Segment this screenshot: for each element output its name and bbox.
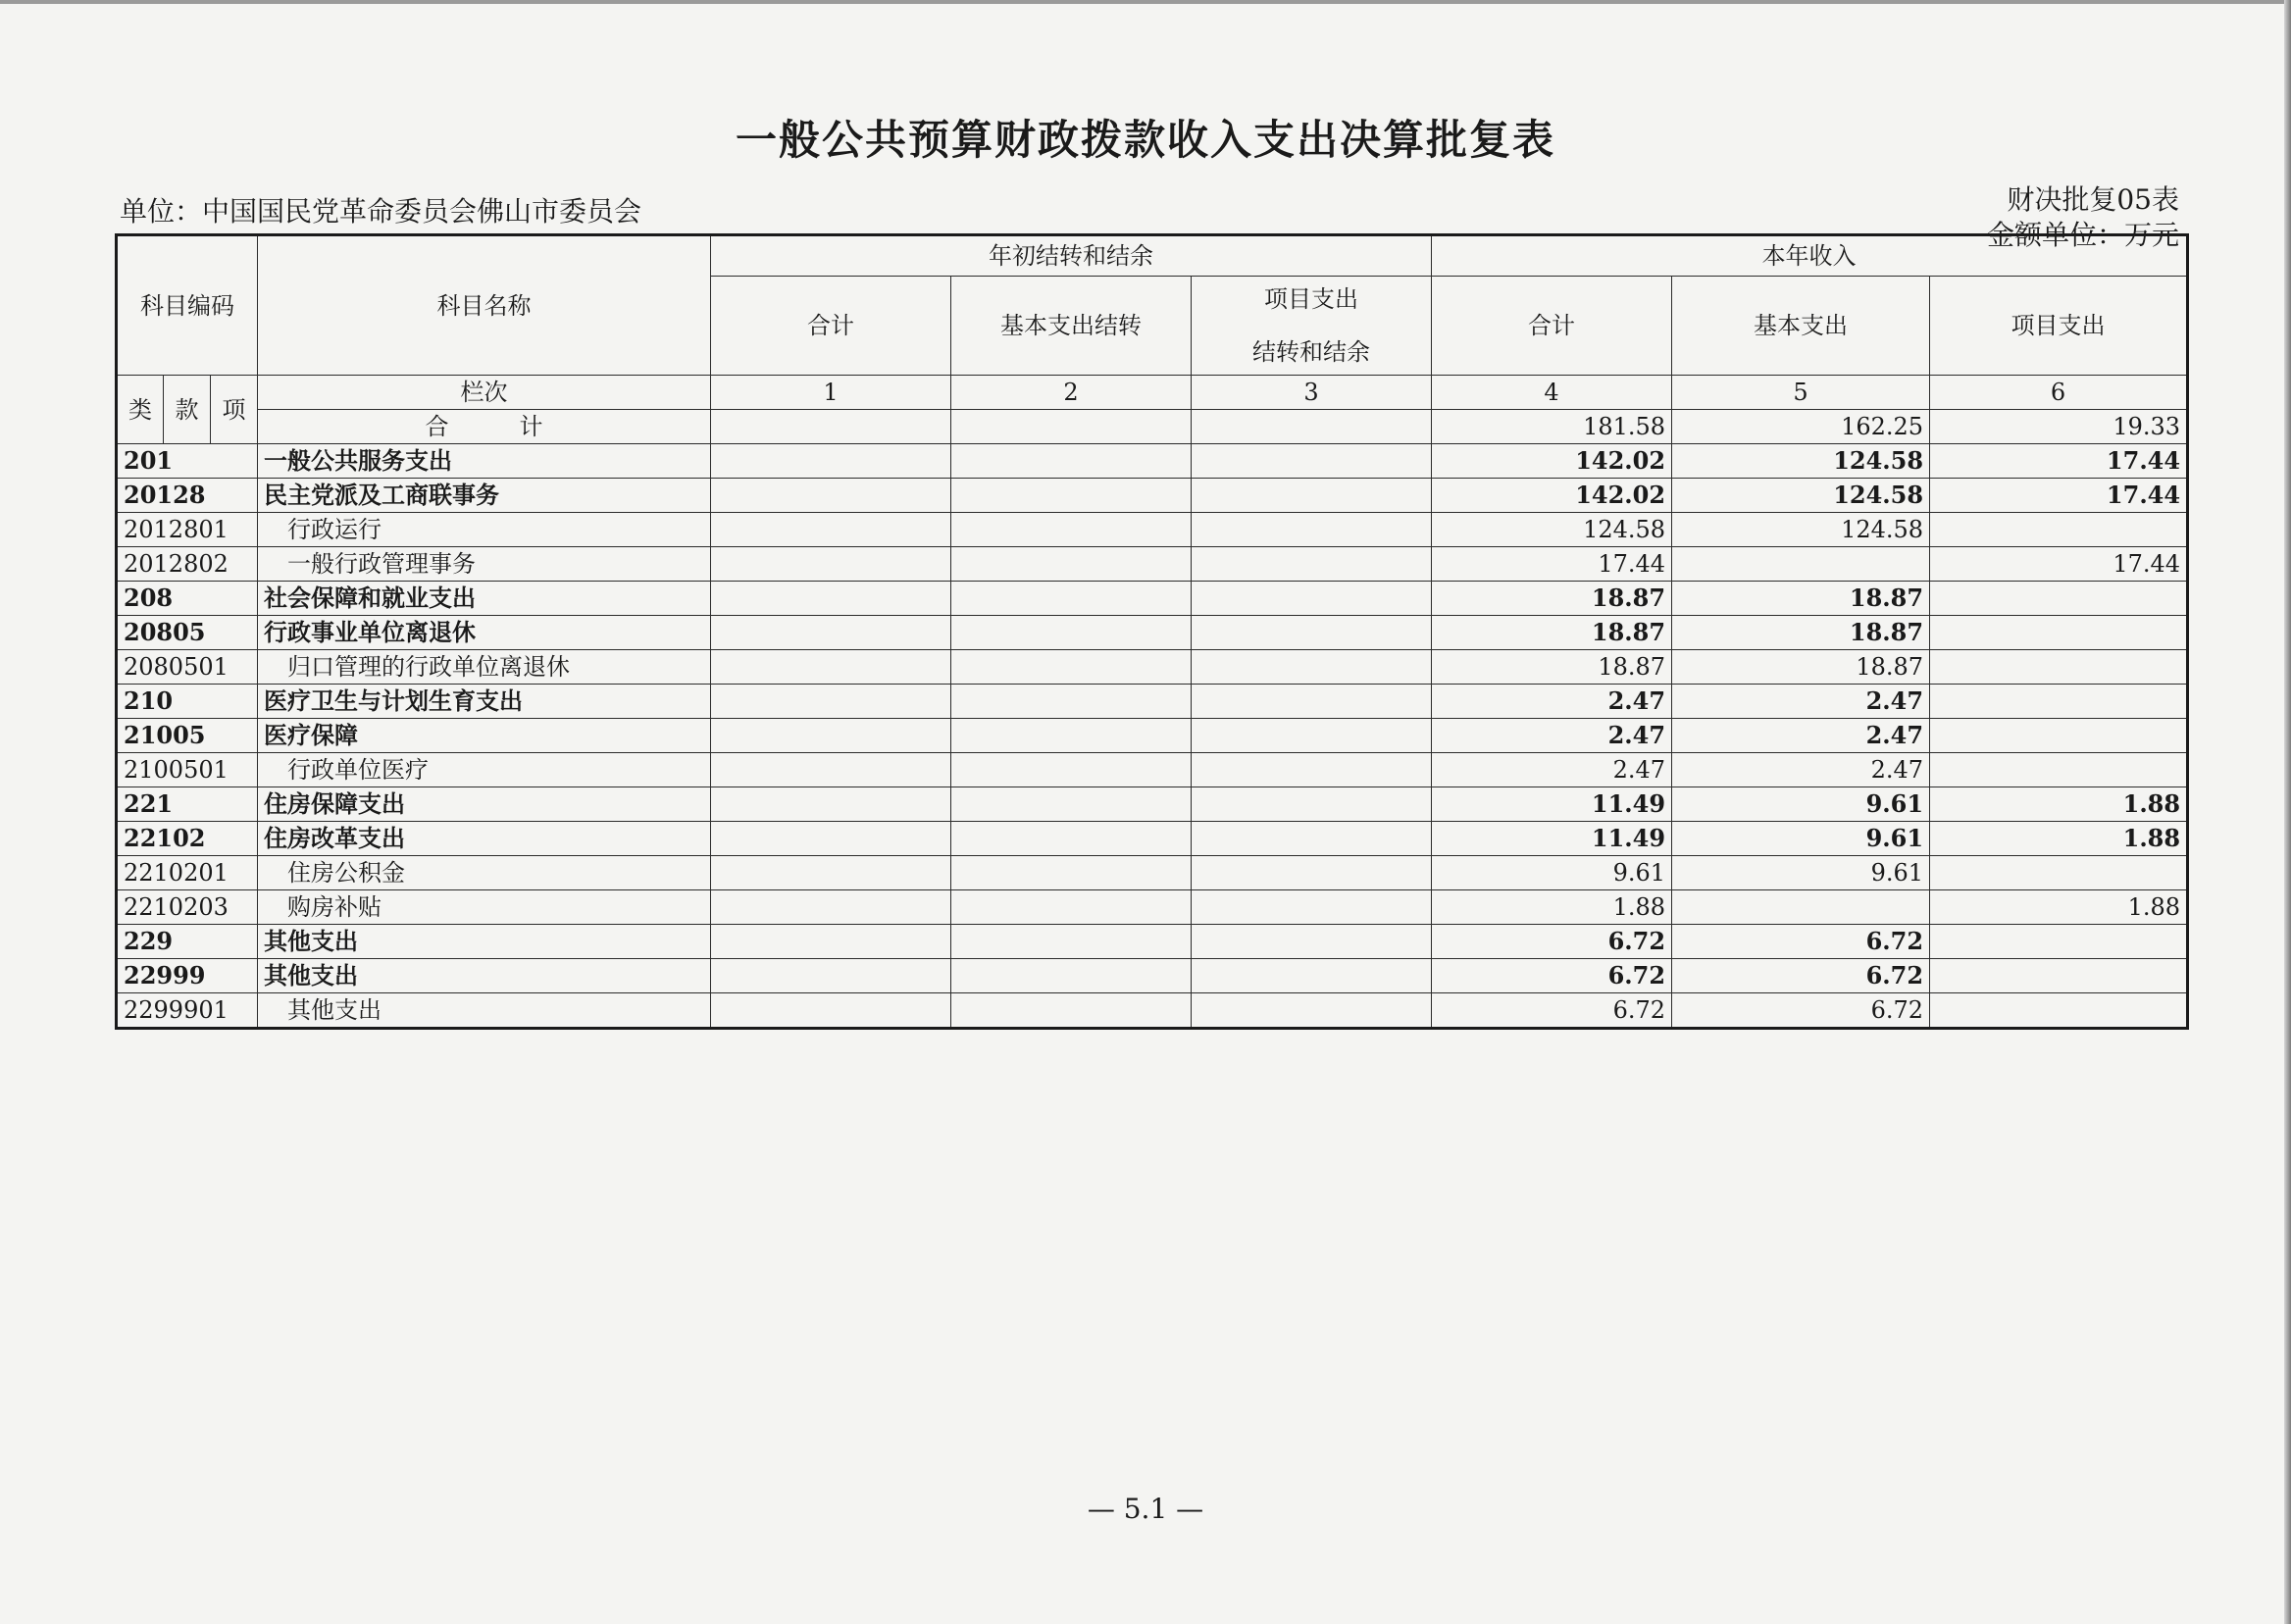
page-top-edge <box>0 0 2291 4</box>
subject-code-cell: 2210201 <box>117 856 258 890</box>
subject-code-cell: 229 <box>117 925 258 959</box>
table-row <box>117 582 2188 616</box>
table-row <box>117 513 2188 547</box>
subject-name-cell: 社会保障和就业支出 <box>258 582 711 616</box>
basic-carryover-cell <box>951 582 1192 616</box>
header-subject-code: 科目编码 <box>117 235 258 376</box>
project-expense-cell <box>1930 719 2188 753</box>
project-carryover-cell <box>1192 650 1432 685</box>
subject-code-cell: 22102 <box>117 822 258 856</box>
basic-expense-cell: 18.87 <box>1672 650 1930 685</box>
income-total-cell: 17.44 <box>1432 547 1672 582</box>
basic-expense-cell: 6.72 <box>1672 993 1930 1029</box>
header-project-carryover-line2: 结转和结余 <box>1252 338 1371 366</box>
table-row <box>117 925 2188 959</box>
subject-code-cell: 20805 <box>117 616 258 650</box>
basic-carryover-cell <box>951 547 1192 582</box>
project-carryover-cell <box>1192 719 1432 753</box>
project-carryover-cell <box>1192 822 1432 856</box>
basic-carryover-cell <box>951 650 1192 685</box>
table-row <box>117 890 2188 925</box>
carryover-total-cell <box>711 719 951 753</box>
income-total-cell: 11.49 <box>1432 787 1672 822</box>
basic-carryover-cell <box>951 856 1192 890</box>
project-carryover-cell <box>1192 753 1432 787</box>
income-total-cell: 9.61 <box>1432 856 1672 890</box>
project-expense-cell: 1.88 <box>1930 822 2188 856</box>
income-total-cell: 124.58 <box>1432 513 1672 547</box>
carryover-total-cell <box>711 685 951 719</box>
table-row <box>117 822 2188 856</box>
project-carryover-cell <box>1192 890 1432 925</box>
project-carryover-cell <box>1192 685 1432 719</box>
column-number-1: 1 <box>711 376 951 410</box>
header-income-total: 合计 <box>1432 277 1672 376</box>
column-number-6: 6 <box>1930 376 2188 410</box>
carryover-total-cell <box>711 479 951 513</box>
basic-carryover-cell <box>951 787 1192 822</box>
carryover-total-cell <box>711 444 951 479</box>
project-expense-cell <box>1930 993 2188 1029</box>
subject-name-cell: 行政事业单位离退休 <box>258 616 711 650</box>
total-cell-1 <box>711 410 951 444</box>
project-carryover-cell <box>1192 616 1432 650</box>
column-number-4: 4 <box>1432 376 1672 410</box>
income-total-cell: 142.02 <box>1432 479 1672 513</box>
subject-code-cell: 208 <box>117 582 258 616</box>
income-total-cell: 18.87 <box>1432 616 1672 650</box>
basic-carryover-cell <box>951 925 1192 959</box>
project-carryover-cell <box>1192 547 1432 582</box>
basic-carryover-cell <box>951 993 1192 1029</box>
header-project-expense: 项目支出 <box>1930 277 2188 376</box>
basic-carryover-cell <box>951 959 1192 993</box>
project-expense-cell: 17.44 <box>1930 547 2188 582</box>
header-basic-carryover: 基本支出结转 <box>951 277 1192 376</box>
income-total-cell: 142.02 <box>1432 444 1672 479</box>
header-subject-name: 科目名称 <box>258 235 711 376</box>
project-carryover-cell <box>1192 959 1432 993</box>
project-expense-cell <box>1930 685 2188 719</box>
project-carryover-cell <box>1192 582 1432 616</box>
subject-code-cell: 2100501 <box>117 753 258 787</box>
basic-carryover-cell <box>951 685 1192 719</box>
basic-expense-cell: 6.72 <box>1672 959 1930 993</box>
project-carryover-cell <box>1192 787 1432 822</box>
unit-label: 单位：中国国民党革命委员会佛山市委员会 <box>120 195 642 228</box>
subject-code-cell: 20128 <box>117 479 258 513</box>
table-row <box>117 753 2188 787</box>
basic-expense-cell: 2.47 <box>1672 685 1930 719</box>
subject-name-cell: 民主党派及工商联事务 <box>258 479 711 513</box>
header-carryover-group: 年初结转和结余 <box>711 235 1432 277</box>
table-row <box>117 685 2188 719</box>
table-row <box>117 856 2188 890</box>
subject-name-cell: 一般行政管理事务 <box>258 547 711 582</box>
header-column-order: 栏次 <box>258 376 711 410</box>
income-total-cell: 11.49 <box>1432 822 1672 856</box>
carryover-total-cell <box>711 513 951 547</box>
basic-expense-cell: 18.87 <box>1672 616 1930 650</box>
subject-name-cell: 一般公共服务支出 <box>258 444 711 479</box>
header-row-1 <box>117 235 2188 277</box>
income-total-cell: 2.47 <box>1432 753 1672 787</box>
total-cell-5: 162.25 <box>1672 410 1930 444</box>
subject-code-cell: 22999 <box>117 959 258 993</box>
page-number: — 5.1 — <box>1087 1493 1204 1525</box>
basic-carryover-cell <box>951 616 1192 650</box>
project-expense-cell <box>1930 856 2188 890</box>
income-total-cell: 18.87 <box>1432 650 1672 685</box>
basic-carryover-cell <box>951 890 1192 925</box>
project-expense-cell <box>1930 616 2188 650</box>
page-right-edge <box>2284 0 2291 1624</box>
subject-name-cell: 住房保障支出 <box>258 787 711 822</box>
project-expense-cell: 1.88 <box>1930 787 2188 822</box>
basic-carryover-cell <box>951 753 1192 787</box>
carryover-total-cell <box>711 753 951 787</box>
carryover-total-cell <box>711 856 951 890</box>
income-total-cell: 1.88 <box>1432 890 1672 925</box>
basic-carryover-cell <box>951 444 1192 479</box>
basic-carryover-cell <box>951 479 1192 513</box>
basic-carryover-cell <box>951 822 1192 856</box>
subject-code-cell: 2012801 <box>117 513 258 547</box>
basic-expense-cell <box>1672 890 1930 925</box>
project-expense-cell: 17.44 <box>1930 444 2188 479</box>
carryover-total-cell <box>711 993 951 1029</box>
income-total-cell: 18.87 <box>1432 582 1672 616</box>
table-row <box>117 993 2188 1029</box>
table-row <box>117 719 2188 753</box>
income-total-cell: 2.47 <box>1432 685 1672 719</box>
money-unit: 金额单位：万元 <box>1986 219 2179 251</box>
project-carryover-cell <box>1192 513 1432 547</box>
basic-carryover-cell <box>951 513 1192 547</box>
header-lei: 类 <box>117 376 164 444</box>
carryover-total-cell <box>711 822 951 856</box>
subject-name-cell: 其他支出 <box>258 925 711 959</box>
subject-code-cell: 201 <box>117 444 258 479</box>
form-code: 财决批复05表 <box>2007 183 2179 216</box>
carryover-total-cell <box>711 650 951 685</box>
header-xiang: 项 <box>211 376 258 444</box>
total-cell-2 <box>951 410 1192 444</box>
income-total-cell: 6.72 <box>1432 993 1672 1029</box>
carryover-total-cell <box>711 925 951 959</box>
table-row <box>117 444 2188 479</box>
project-expense-cell <box>1930 925 2188 959</box>
basic-expense-cell: 6.72 <box>1672 925 1930 959</box>
carryover-total-cell <box>711 959 951 993</box>
carryover-total-cell <box>711 616 951 650</box>
basic-expense-cell: 9.61 <box>1672 856 1930 890</box>
header-kuan: 款 <box>164 376 211 444</box>
subject-name-cell: 医疗卫生与计划生育支出 <box>258 685 711 719</box>
column-number-5: 5 <box>1672 376 1930 410</box>
total-cell-3 <box>1192 410 1432 444</box>
project-expense-cell <box>1930 753 2188 787</box>
table-row <box>117 650 2188 685</box>
header-carryover-total: 合计 <box>711 277 951 376</box>
column-number-2: 2 <box>951 376 1192 410</box>
total-cell-4: 181.58 <box>1432 410 1672 444</box>
total-cell-6: 19.33 <box>1930 410 2188 444</box>
header-row-3 <box>117 376 2188 410</box>
budget-table <box>115 233 2189 1030</box>
project-expense-cell: 17.44 <box>1930 479 2188 513</box>
page-title: 一般公共预算财政拨款收入支出决算批复表 <box>735 116 1555 164</box>
project-expense-cell <box>1930 959 2188 993</box>
table-row <box>117 616 2188 650</box>
project-expense-cell: 1.88 <box>1930 890 2188 925</box>
project-carryover-cell <box>1192 993 1432 1029</box>
basic-expense-cell: 9.61 <box>1672 822 1930 856</box>
subject-code-cell: 21005 <box>117 719 258 753</box>
grand-total-row <box>117 410 2188 444</box>
basic-expense-cell: 124.58 <box>1672 479 1930 513</box>
basic-expense-cell <box>1672 547 1930 582</box>
basic-carryover-cell <box>951 719 1192 753</box>
subject-name-cell: 其他支出 <box>258 993 711 1029</box>
carryover-total-cell <box>711 547 951 582</box>
subject-name-cell: 住房改革支出 <box>258 822 711 856</box>
table-row <box>117 787 2188 822</box>
basic-expense-cell: 9.61 <box>1672 787 1930 822</box>
subject-name-cell: 行政单位医疗 <box>258 753 711 787</box>
grand-total-label: 合 计 <box>258 410 711 444</box>
income-total-cell: 2.47 <box>1432 719 1672 753</box>
subject-name-cell: 其他支出 <box>258 959 711 993</box>
column-number-3: 3 <box>1192 376 1432 410</box>
subject-code-cell: 221 <box>117 787 258 822</box>
basic-expense-cell: 2.47 <box>1672 753 1930 787</box>
basic-expense-cell: 124.58 <box>1672 444 1930 479</box>
subject-code-cell: 2012802 <box>117 547 258 582</box>
table-row <box>117 959 2188 993</box>
project-carryover-cell <box>1192 479 1432 513</box>
basic-expense-cell: 2.47 <box>1672 719 1930 753</box>
subject-code-cell: 2210203 <box>117 890 258 925</box>
subject-name-cell: 购房补贴 <box>258 890 711 925</box>
project-expense-cell <box>1930 513 2188 547</box>
income-total-cell: 6.72 <box>1432 959 1672 993</box>
header-income-group: 本年收入 <box>1432 235 2188 277</box>
project-carryover-cell <box>1192 925 1432 959</box>
subject-code-cell: 210 <box>117 685 258 719</box>
header-project-carryover-line1: 项目支出 <box>1264 285 1359 313</box>
subject-name-cell: 医疗保障 <box>258 719 711 753</box>
header-basic-expense: 基本支出 <box>1672 277 1930 376</box>
subject-code-cell: 2299901 <box>117 993 258 1029</box>
subject-name-cell: 归口管理的行政单位离退休 <box>258 650 711 685</box>
subject-name-cell: 行政运行 <box>258 513 711 547</box>
table-row <box>117 479 2188 513</box>
subject-name-cell: 住房公积金 <box>258 856 711 890</box>
basic-expense-cell: 124.58 <box>1672 513 1930 547</box>
carryover-total-cell <box>711 787 951 822</box>
header-project-carryover <box>1192 277 1432 376</box>
carryover-total-cell <box>711 582 951 616</box>
income-total-cell: 6.72 <box>1432 925 1672 959</box>
project-expense-cell <box>1930 650 2188 685</box>
table-row <box>117 547 2188 582</box>
basic-expense-cell: 18.87 <box>1672 582 1930 616</box>
subject-code-cell: 2080501 <box>117 650 258 685</box>
project-expense-cell <box>1930 582 2188 616</box>
project-carryover-cell <box>1192 856 1432 890</box>
carryover-total-cell <box>711 890 951 925</box>
project-carryover-cell <box>1192 444 1432 479</box>
